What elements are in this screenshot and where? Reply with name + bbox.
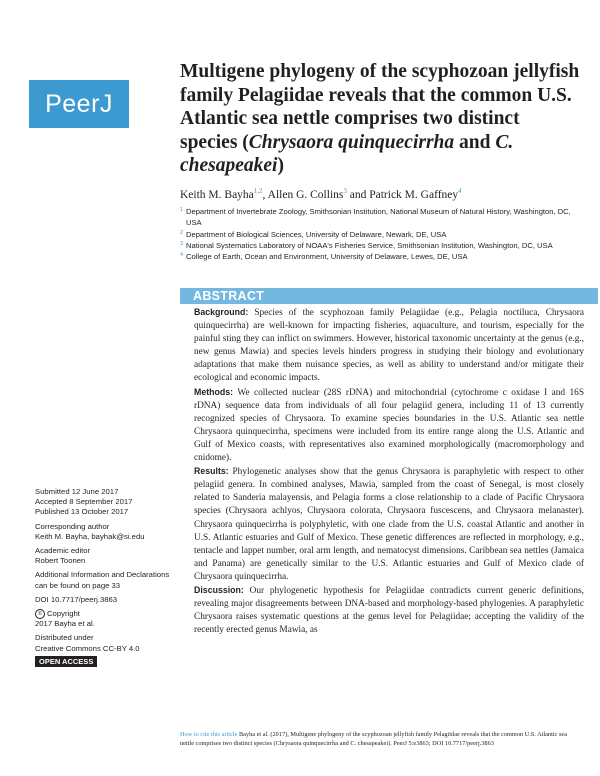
abstract-heading: ABSTRACT	[193, 289, 265, 303]
affiliation: 1 Department of Invertebrate Zoology, Smithsonian Institution, National Museum of Natural History, Washington, DC, USA	[180, 207, 571, 228]
logo-text: PeerJ	[45, 89, 113, 118]
distributed-label: Distributed under	[35, 633, 94, 643]
citation-text: Bayha et al. (2017), Multigene phylogeny of the scyphozoan jellyfish family Pelagiidae reveals that the common U.S. Atlantic sea nettle comprises two distinct species (Chrysaora quinquecirrha and C. chesapeakei). PeerJ 5:e3863; DOI 10.7717/peerj.3863	[180, 731, 567, 747]
affiliation: 2 Department of Biological Sciences, University of Delaware, Newark, DE, USA	[180, 229, 447, 239]
abstract-methods: Methods: We collected nuclear (28S rDNA) and mitochondrial (cytochrome c oxidase I and 16S rDNA) sequence data from individuals of all four pelagiid genera, including 11 of 13 currently recognized species of Chrysaora. To examine species boundaries in the U.S. Atlantic sea nettle Chrysaora quinquecirrha, specimens were included from its entire range along the U.S. Atlantic and Gulf of Mexico coasts, with representatives also examined morphologically (macromorphology and cnidome).	[194, 386, 584, 464]
abstract-background: Background: Species of the scyphozoan family Pelagiidae (e.g., Pelagia noctiluca, Chrysaora quinquecirrha) are well-known for impacting fisheries, aquaculture, and tourism, especially for the painful sting they can inflict on swimmers. However, historical taxonomic uncertainty at the genus (e.g., new genus Mawia) and species levels hinders progress in studying their biology and evolutionary adaptations that make them nuisance species, as well as ability to understand and/or mitigate their ecological and economic impacts.	[194, 307, 584, 384]
how-to-cite-label: How to cite this article	[180, 731, 238, 738]
abstract-heading-bar	[180, 288, 598, 304]
copyright-holder: 2017 Bayha et al.	[35, 619, 95, 629]
doi-label: DOI	[35, 594, 49, 604]
affiliation: 3 National Systematics Laboratory of NOAA's Fisheries Service, Smithsonian Institution, Washington, DC, USA	[180, 240, 553, 250]
academic-editor: Robert Toonen	[35, 556, 86, 566]
author-name[interactable]: Patrick M. Gaffney	[369, 188, 459, 201]
citation-footer	[180, 731, 570, 748]
author-name[interactable]: Keith M. Bayha	[180, 188, 254, 201]
author-name[interactable]: Allen G. Collins	[267, 188, 344, 201]
accepted-date: Accepted 8 September 2017	[35, 497, 133, 507]
open-access-badge: OPEN ACCESS	[35, 656, 97, 667]
abstract-results: Results: Phylogenetic analyses show that the genus Chrysaora is paraphyletic with respect to other pelagiid genera. In combined analyses, Mawia, sampled from the coast of Senegal, is most closely related to Sanderia malayensis, and Pelagia forms a close relationship to a clade of Pacific Chrysaora species (Chrysaora achlyos, Chrysaora colorata, Chrysaora fuscescens, and Chrysaora melanaster). Chrysaora quinquecirrha is polyphyletic, with one clade from the U.S. coastal Atlantic and another in U.S. Atlantic estuaries and Gulf of Mexico. These genetic differences are reflected in morphology, e.g., tentacle and lappet number, oral arm length, and nematocyst dimensions. Caribbean sea nettles (Jamaica and Panama) are genetically similar to the U.S. Atlantic estuaries and Gulf of Mexico clade of Chrysaora quinquecirrha.	[194, 466, 584, 582]
submitted-date: Submitted 12 June 2017	[35, 487, 119, 496]
abstract-discussion: Discussion: Our phylogenetic hypothesis for Pelagiidae contradicts current generic definitions, revealing major disagreements between DNA-based and morphology-based phylogenies. A paraphyletic Chrysaora raises systematic questions at the genus level for Pelagiidae; accepting the validity of the recently erected genus Mawia, as	[194, 584, 584, 636]
published-date: Published 13 October 2017	[35, 507, 129, 517]
license-link[interactable]: Creative Commons CC-BY 4.0	[35, 643, 140, 653]
editor-label: Academic editor	[35, 546, 91, 556]
additional-info-link[interactable]: Additional Information and Declarations can be found on page 33	[35, 570, 170, 590]
doi-link[interactable]: 10.7717/peerj.3863	[50, 594, 118, 604]
author-list: Keith M. Bayha$^{1,2}$, Allen G. Collins$^3$ and Patrick M. Gaffney$^4$	[180, 187, 462, 201]
corresponding-label: Corresponding author	[35, 521, 110, 531]
paper-title: Multigene phylogeny of the scyphozoan jellyfish family Pelagiidae reveals that the common U.S. Atlantic sea nettle comprises two distinct species (Chrysaora quinquecirrha and C. chesapeakei)	[180, 61, 580, 176]
peerj-logo	[29, 80, 129, 128]
abstract-body	[194, 306, 584, 637]
copyright-icon: ©	[35, 609, 45, 619]
copyright-label: Copyright	[47, 609, 80, 619]
corresponding-author[interactable]: Keith M. Bayha, bayhak@si.edu	[35, 531, 145, 541]
affiliation: 4 College of Earth, Ocean and Environment, University of Delaware, Lewes, DE, USA	[180, 252, 468, 262]
affiliations	[180, 206, 580, 262]
article-info-sidebar	[35, 487, 175, 671]
